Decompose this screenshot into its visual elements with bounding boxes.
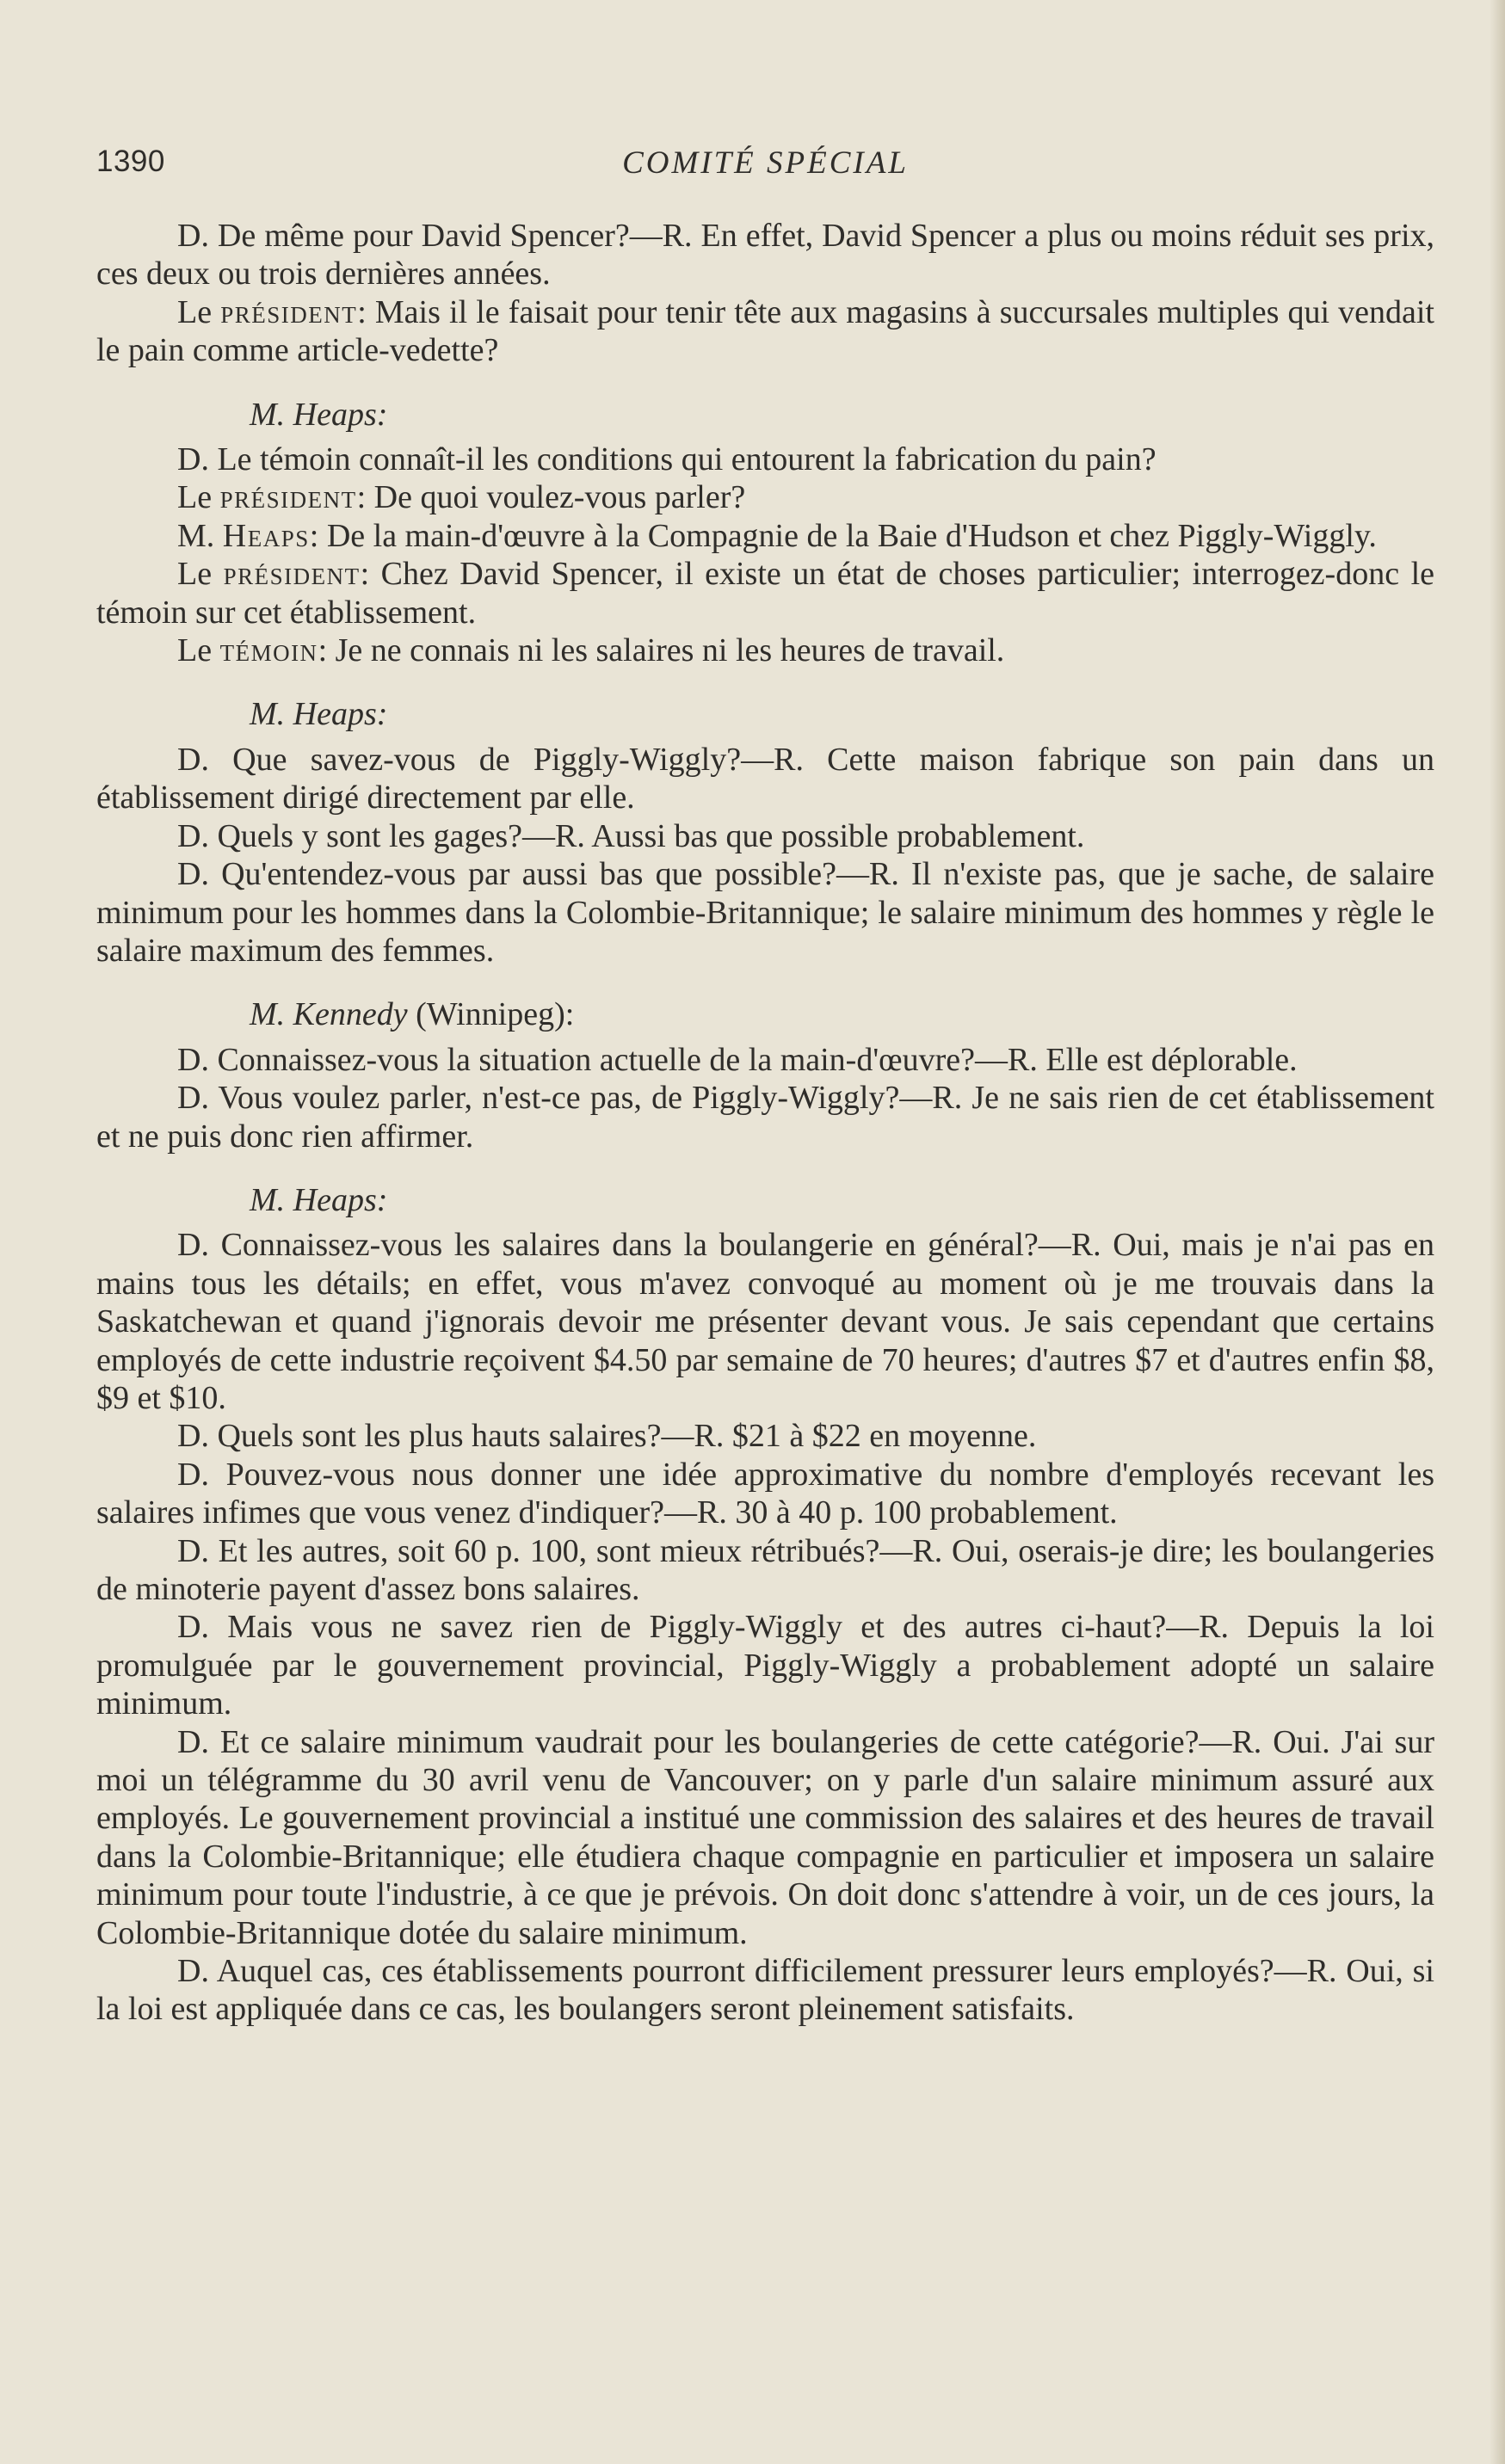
paragraph-text: : Je ne connais ni les salaires ni les heures de travail. <box>318 632 1005 669</box>
paragraph-text: : De quoi voulez-vous parler? <box>356 479 746 516</box>
paragraph-text: D. Connaissez-vous la situation actuelle de la main-d'œuvre?—R. Elle est déplorable. <box>177 1041 1298 1078</box>
paragraph <box>96 817 1434 855</box>
paragraph-text: : Mais il le faisait pour tenir tête aux magasins à succursales multiples qui vendait le pain comme article-vedette? <box>96 293 1434 369</box>
speaker-name: M. Heaps: <box>250 696 388 733</box>
paragraph <box>96 1226 1434 1417</box>
paragraph-text: D. De même pour David Spencer?—R. En effet, David Spencer a plus ou moins réduit ses prix, ces deux ou trois dernières années. <box>96 218 1434 293</box>
paragraph <box>96 293 1434 370</box>
speaker-heading <box>96 995 1434 1033</box>
page-number: 1390 <box>96 145 165 178</box>
running-title: COMITÉ SPÉCIAL <box>622 145 909 181</box>
page-edge-shadow <box>1490 0 1505 2464</box>
paragraph-text: : Chez David Spencer, il existe un état de choses particulier; interrogez-donc le témoin sur cet établissement. <box>96 556 1434 631</box>
paragraph <box>96 440 1434 478</box>
paragraph <box>96 555 1434 631</box>
paragraph-text: D. Qu'entendez-vous par aussi bas que possible?—R. Il n'existe pas, que je sache, de salaire minimum pour les hommes dans la Colombie-Britannique; le salaire minimum des hommes y règle le salaire maximum des femmes. <box>96 856 1434 969</box>
paragraph <box>96 1417 1434 1455</box>
paragraph <box>96 517 1434 555</box>
paragraph <box>96 478 1434 516</box>
paragraph <box>96 1952 1434 2029</box>
paragraph <box>96 1041 1434 1079</box>
speaker-heading <box>96 1181 1434 1219</box>
speaker-small-caps: président <box>223 556 361 593</box>
speaker-name: M. Heaps: <box>250 1181 388 1218</box>
paragraph-text: D. Quels sont les plus hauts salaires?—R. $21 à $22 en moyenne. <box>177 1418 1037 1455</box>
paragraph-text: D. Quels y sont les gages?—R. Aussi bas que possible probablement. <box>177 817 1085 854</box>
body-text <box>96 217 1434 2029</box>
speaker-prefix: Le <box>177 293 221 330</box>
paragraph <box>96 631 1434 669</box>
paragraph-text: D. Vous voulez parler, n'est-ce pas, de Piggly-Wiggly?—R. Je ne sais rien de cet établissement et ne puis donc rien affirmer. <box>96 1080 1434 1155</box>
paragraph <box>96 1532 1434 1609</box>
paragraph-text: D. Et les autres, soit 60 p. 100, sont mieux rétribués?—R. Oui, oserais-je dire; les boulangeries de minoterie payent d'assez bons salaires. <box>96 1532 1434 1607</box>
speaker-prefix: Le <box>177 632 220 669</box>
speaker-name: M. Heaps: <box>250 396 388 433</box>
paragraph <box>96 1608 1434 1722</box>
paragraph <box>96 1456 1434 1532</box>
speaker-prefix: M. <box>177 517 223 554</box>
paragraph <box>96 1079 1434 1155</box>
speaker-small-caps: président <box>219 479 357 516</box>
paragraph-text: D. Et ce salaire minimum vaudrait pour les boulangeries de cette catégorie?—R. Oui. J'ai sur moi un télégramme du 30 avril venu de Vancouver; on y parle d'un salaire minimum assuré aux employés. Le gouvernement provincial a institué une commission des salaires et des heures de travail dans la Colombie-Britannique; elle étudiera chaque compagnie en particulier et imposera un salaire minimum pour toute l'industrie, à ce que je prévois. On doit donc s'attendre à voir, un de ces jours, la Colombie-Britannique dotée du salaire minimum. <box>96 1723 1434 1951</box>
paragraph-text: : De la main-d'œuvre à la Compagnie de la Baie d'Hudson et chez Piggly-Wiggly. <box>309 517 1377 554</box>
paragraph-text: D. Pouvez-vous nous donner une idée approximative du nombre d'employés recevant les salaires infimes que vous venez d'indiquer?—R. 30 à 40 p. 100 probablement. <box>96 1456 1434 1531</box>
speaker-prefix: Le <box>177 479 220 516</box>
speaker-heading <box>96 396 1434 434</box>
speaker-small-caps: Heaps <box>222 517 310 554</box>
speaker-prefix: Le <box>177 556 224 593</box>
paragraph-text: D. Le témoin connaît-il les conditions qui entourent la fabrication du pain? <box>177 441 1157 478</box>
paragraph <box>96 1723 1434 1952</box>
speaker-name: M. Kennedy <box>250 996 408 1033</box>
paragraph-text: D. Mais vous ne savez rien de Piggly-Wiggly et des autres ci-haut?—R. Depuis la loi promulguée par le gouvernement provincial, Piggly-Wiggly a probablement adopté un salaire minimum. <box>96 1609 1434 1722</box>
page-header <box>96 145 1434 188</box>
paragraph-text: D. Que savez-vous de Piggly-Wiggly?—R. Cette maison fabrique son pain dans un établissement dirigé directement par elle. <box>96 741 1434 816</box>
paragraph <box>96 855 1434 970</box>
speaker-heading <box>96 695 1434 733</box>
paragraph-text: D. Auquel cas, ces établissements pourront difficilement pressurer leurs employés?—R. Oui, si la loi est appliquée dans ce cas, les boulangers seront pleinement satisfaits. <box>96 1953 1434 2028</box>
paragraph-text: D. Connaissez-vous les salaires dans la boulangerie en général?—R. Oui, mais je n'ai pas en mains tous les détails; en effet, vous m'avez convoqué au moment où je me trouvais dans la Saskatchewan et quand j'ignorais devoir me présenter devant vous. Je sais cependant que certains employés de cette industrie reçoivent $4.50 par semaine de 70 heures; d'autres $7 et d'autres enfin $8, $9 et $10. <box>96 1227 1434 1416</box>
speaker-small-caps: président <box>220 293 358 330</box>
paragraph <box>96 217 1434 293</box>
paragraph <box>96 741 1434 817</box>
speaker-small-caps: témoin <box>219 632 318 669</box>
speaker-note: (Winnipeg): <box>407 996 575 1033</box>
